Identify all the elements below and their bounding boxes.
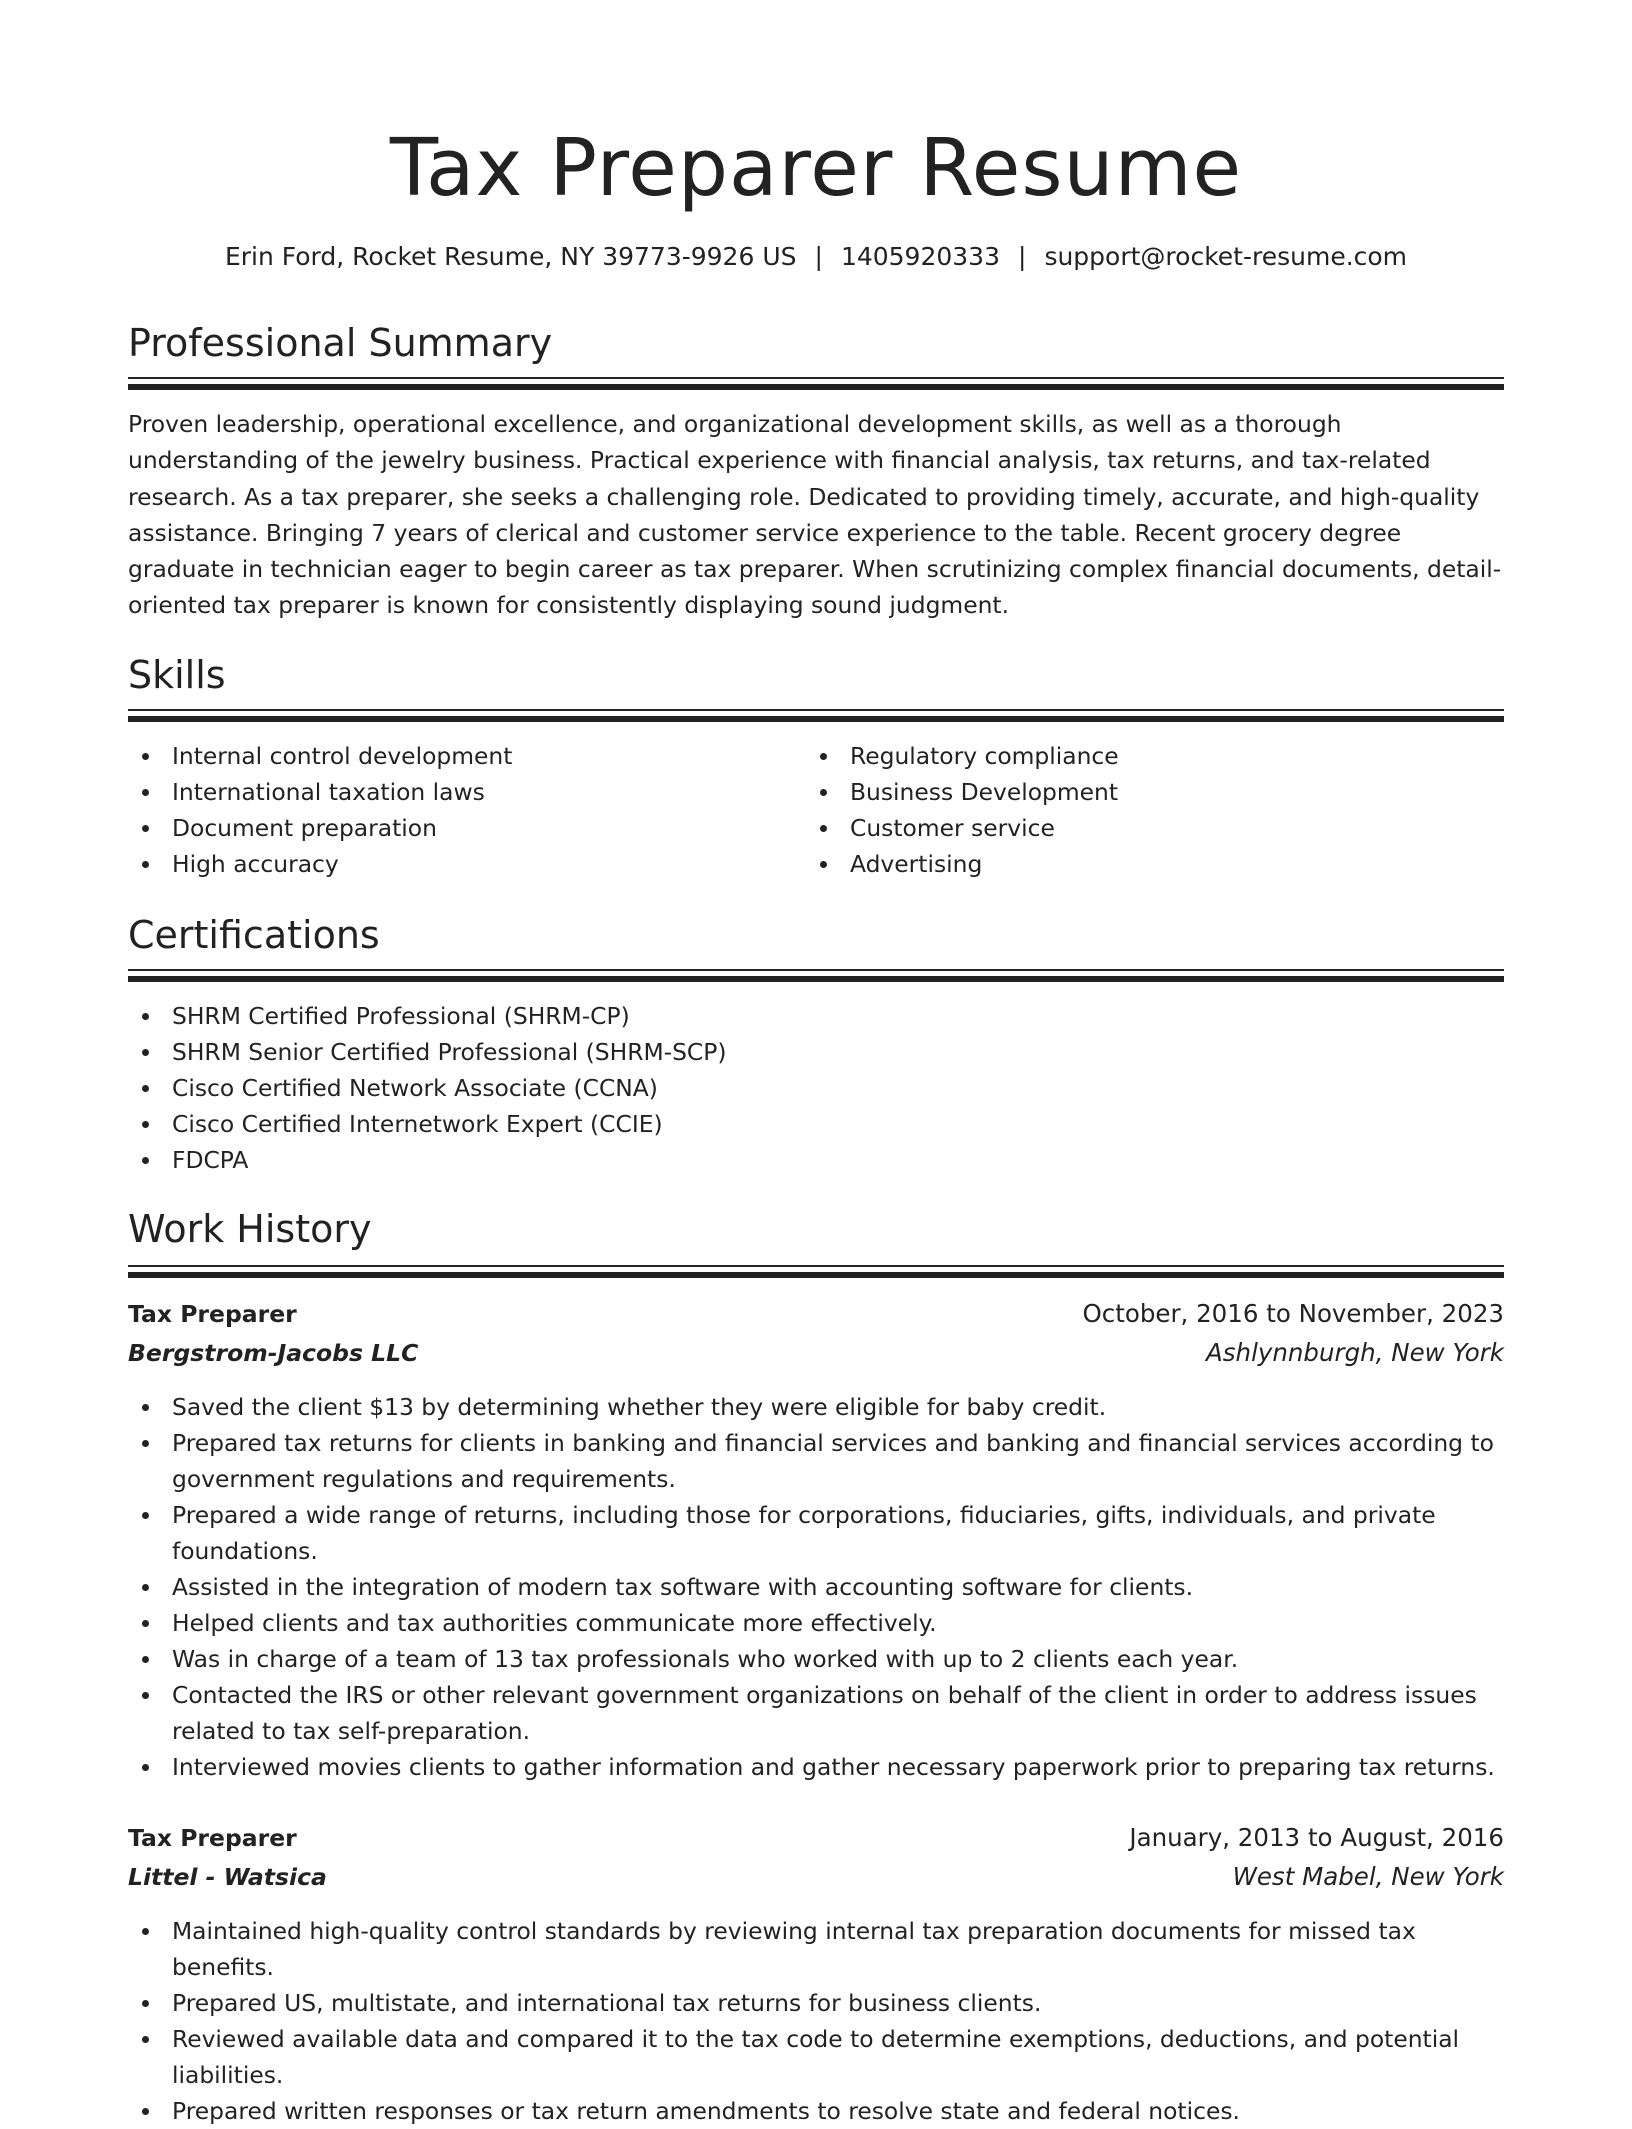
certification-item: SHRM Certified Professional (SHRM-CP) xyxy=(128,998,1504,1034)
job-duties-list xyxy=(128,1389,1504,1785)
contact-address: Erin Ford, Rocket Resume, NY 39773-9926 US xyxy=(224,242,797,271)
skill-item: Internal control development xyxy=(128,738,808,774)
job-location: West Mabel, New York xyxy=(1232,1862,1504,1891)
job-company: Littel - Watsica xyxy=(128,1863,327,1891)
job-dates: October, 2016 to November, 2023 xyxy=(1082,1299,1504,1328)
certification-item: FDCPA xyxy=(128,1142,1504,1178)
job-duty-item: Interviewed movies clients to gather information and gather necessary paperwork prior to preparing tax returns. xyxy=(128,1749,1504,1785)
certifications-list xyxy=(128,998,1504,1178)
section-divider xyxy=(128,377,1504,391)
skill-item: High accuracy xyxy=(128,846,808,882)
skill-item: Advertising xyxy=(806,846,1486,882)
contact-separator: | xyxy=(1018,242,1027,271)
job-duty-item: Was in charge of a team of 13 tax professionals who worked with up to 2 clients each year. xyxy=(128,1641,1504,1677)
job-title: Tax Preparer xyxy=(128,1300,297,1328)
certification-item: Cisco Certified Internetwork Expert (CCIE) xyxy=(128,1106,1504,1142)
summary-heading: Professional Summary xyxy=(128,321,553,365)
job-dates: January, 2013 to August, 2016 xyxy=(1129,1823,1504,1852)
job-duty-item: Assisted in the integration of modern tax software with accounting software for clients. xyxy=(128,1569,1504,1605)
job-header xyxy=(128,1819,1504,1857)
certification-item: Cisco Certified Network Associate (CCNA) xyxy=(128,1070,1504,1106)
job-duty-item: Maintained high-quality control standards by reviewing internal tax preparation documents for missed tax benefits. xyxy=(128,1913,1504,1985)
skill-item: Customer service xyxy=(806,810,1486,846)
job-title: Tax Preparer xyxy=(128,1824,297,1852)
skills-list-right xyxy=(806,738,1486,882)
skill-item: Document preparation xyxy=(128,810,808,846)
section-divider xyxy=(128,709,1504,723)
section-divider xyxy=(128,1265,1504,1279)
work-history-heading: Work History xyxy=(128,1207,372,1251)
contact-phone: 1405920333 xyxy=(840,242,1000,271)
job-subheader xyxy=(128,1858,1504,1896)
job-location: Ashlynnburgh, New York xyxy=(1206,1338,1504,1367)
job-subheader xyxy=(128,1334,1504,1372)
job-duty-item: Prepared US, multistate, and international tax returns for business clients. xyxy=(128,1985,1504,2021)
resume-title: Tax Preparer Resume xyxy=(389,122,1243,214)
job-duty-item: Saved the client $13 by determining whether they were eligible for baby credit. xyxy=(128,1389,1504,1425)
job-header xyxy=(128,1295,1504,1333)
certifications-heading: Certifications xyxy=(128,913,380,957)
summary-text: Proven leadership, operational excellence, and organizational development skills, as well as a thorough understanding of the jewelry business. Practical experience with financial analysis, tax returns, and tax-related research. As a tax preparer, she seeks a challenging role. Dedicated to providing timely, accurate, and high-quality assistance. Bringing 7 years of clerical and customer service experience to the table. Recent grocery degree graduate in technician eager to begin career as tax preparer. When scrutinizing complex financial documents, detail-oriented tax preparer is known for consistently displaying sound judgment. xyxy=(128,410,1502,620)
job-duty-item: Contacted the IRS or other relevant government organizations on behalf of the client in order to address issues related to tax self-preparation. xyxy=(128,1677,1504,1749)
job-duty-item: Prepared tax returns for clients in banking and financial services and banking and financial services according to government regulations and requirements. xyxy=(128,1425,1504,1497)
skill-item: International taxation laws xyxy=(128,774,808,810)
contact-email: support@rocket-resume.com xyxy=(1044,242,1408,271)
certification-item: SHRM Senior Certified Professional (SHRM-SCP) xyxy=(128,1034,1504,1070)
skills-heading: Skills xyxy=(128,653,226,697)
job-duty-item: Reviewed available data and compared it to the tax code to determine exemptions, deductions, and potential liabilities. xyxy=(128,2021,1504,2093)
skill-item: Regulatory compliance xyxy=(806,738,1486,774)
contact-separator: | xyxy=(814,242,823,271)
job-duty-item: Prepared written responses or tax return amendments to resolve state and federal notices. xyxy=(128,2093,1504,2129)
job-company: Bergstrom-Jacobs LLC xyxy=(128,1339,419,1367)
job-duty-item: Prepared a wide range of returns, including those for corporations, fiduciaries, gifts, individuals, and private foundations. xyxy=(128,1497,1504,1569)
section-divider xyxy=(128,969,1504,983)
skills-list-left xyxy=(128,738,808,882)
skill-item: Business Development xyxy=(806,774,1486,810)
job-duty-item: Helped clients and tax authorities communicate more effectively. xyxy=(128,1605,1504,1641)
contact-line xyxy=(128,237,1504,277)
job-duties-list xyxy=(128,1913,1504,2129)
